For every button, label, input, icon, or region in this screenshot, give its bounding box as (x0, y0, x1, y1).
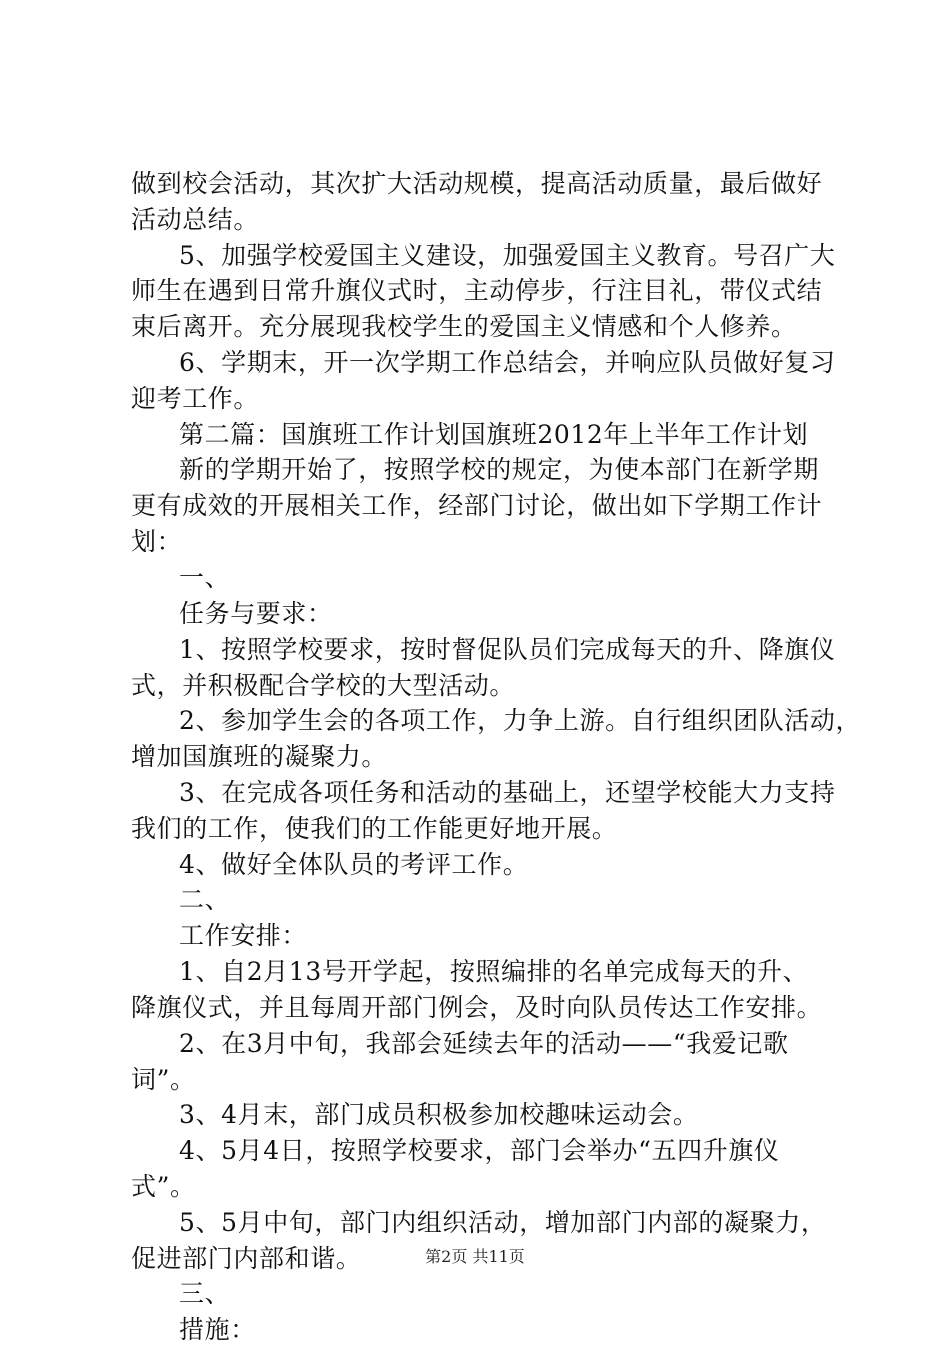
text-line: 6、学期末，开一次学期工作总结会，并响应队员做好复习 (179, 348, 836, 377)
text-line: 迎考工作。 (131, 384, 260, 413)
text-line: 1、自2月13号开学起，按照编排的名单完成每天的升、 (179, 957, 809, 986)
text-line: 活动总结。 (131, 205, 260, 234)
text-line: 促进部门内部和谐。 (131, 1244, 362, 1273)
text-line: 式”。 (131, 1172, 196, 1201)
text-line: 任务与要求： (179, 599, 333, 628)
text-line: 5、5月中旬，部门内组织活动，增加部门内部的凝聚力， (179, 1208, 827, 1237)
text-line: 更有成效的开展相关工作，经部门讨论，做出如下学期工作计 (131, 491, 823, 520)
text-line: 做到校会活动，其次扩大活动规模，提高活动质量，最后做好 (131, 169, 823, 198)
text-line: 增加国旗班的凝聚力。 (131, 742, 388, 771)
text-line: 式，并积极配合学校的大型活动。 (131, 671, 516, 700)
text-line: 2、在3月中旬，我部会延续去年的活动——“我爱记歌 (179, 1029, 789, 1058)
text-line: 束后离开。充分展现我校学生的爱国主义情感和个人修养。 (131, 312, 797, 341)
text-line: 5、加强学校爱国主义建设，加强爱国主义教育。号召广大 (179, 241, 836, 270)
text-line: 三、 (179, 1279, 231, 1308)
text-line: 措施： (179, 1315, 256, 1344)
text-line: 4、5月4日，按照学校要求，部门会举办“五四升旗仪 (179, 1136, 780, 1165)
text-line: 新的学期开始了，按照学校的规定，为使本部门在新学期 (179, 455, 820, 484)
text-line: 二、 (179, 885, 231, 914)
text-line: 3、4月末，部门成员积极参加校趣味运动会。 (179, 1100, 699, 1129)
text-line: 我们的工作，使我们的工作能更好地开展。 (131, 814, 618, 843)
text-line: 师生在遇到日常升旗仪式时，主动停步，行注目礼，带仪式结 (131, 276, 823, 305)
text-line: 3、在完成各项任务和活动的基础上，还望学校能大力支持 (179, 778, 836, 807)
text-line: 降旗仪式，并且每周开部门例会，及时向队员传达工作安排。 (131, 993, 823, 1022)
text-line: 词”。 (131, 1065, 196, 1094)
section-heading: 第二篇：国旗班工作计划国旗班2012年上半年工作计划 (179, 420, 809, 449)
text-line: 工作安排： (179, 921, 308, 950)
text-line: 1、按照学校要求，按时督促队员们完成每天的升、降旗仪 (179, 635, 836, 664)
text-line: 2、参加学生会的各项工作，力争上游。自行组织团队活动， (179, 706, 862, 735)
text-line: 划： (131, 527, 183, 556)
text-line: 一、 (179, 563, 231, 592)
page-number-footer: 第2页 共11页 (425, 1247, 525, 1266)
text-line: 4、做好全体队员的考评工作。 (179, 850, 529, 879)
